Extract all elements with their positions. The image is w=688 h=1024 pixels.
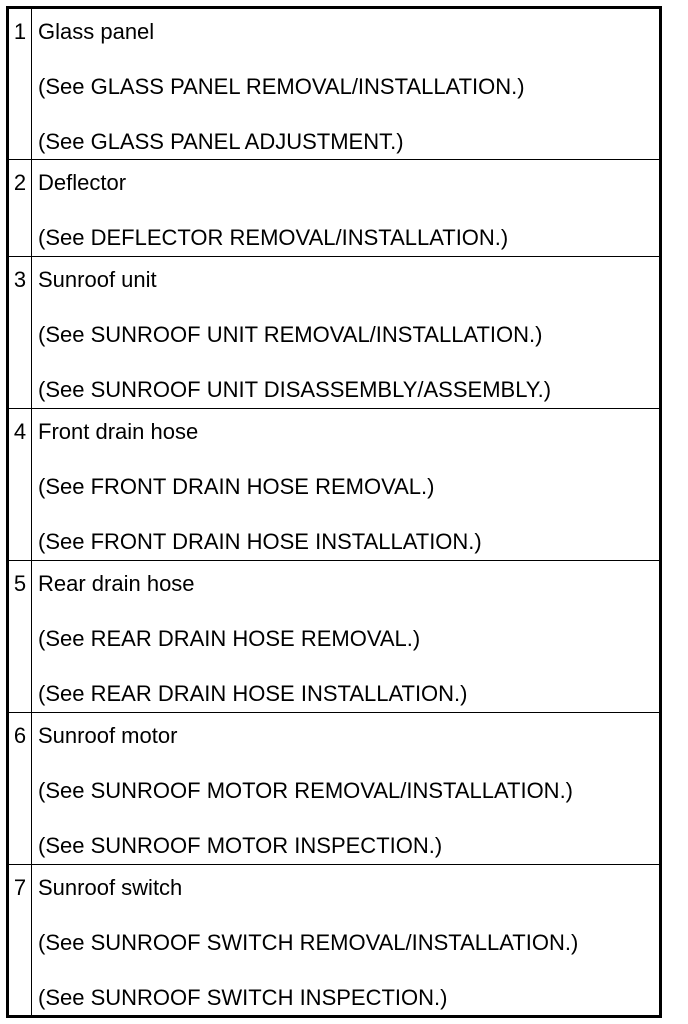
- reference-link[interactable]: (See SUNROOF MOTOR INSPECTION.): [38, 833, 443, 858]
- item-number: 1: [8, 8, 32, 160]
- table-row: [8, 713, 661, 865]
- reference-link[interactable]: (See REAR DRAIN HOSE REMOVAL.): [38, 626, 421, 651]
- item-name: Sunroof switch: [38, 875, 183, 900]
- item-number: 2: [8, 160, 32, 257]
- item-name: Sunroof unit: [38, 267, 157, 292]
- reference-link[interactable]: (See GLASS PANEL ADJUSTMENT.): [38, 129, 404, 154]
- table-row: [8, 8, 661, 160]
- table-row: [8, 160, 661, 257]
- item-number: 5: [8, 561, 32, 713]
- item-content: [32, 865, 661, 1017]
- item-number: 7: [8, 865, 32, 1017]
- item-number: 6: [8, 713, 32, 865]
- reference-link[interactable]: (See GLASS PANEL REMOVAL/INSTALLATION.): [38, 74, 525, 99]
- item-name: Sunroof motor: [38, 723, 178, 748]
- reference-link[interactable]: (See FRONT DRAIN HOSE REMOVAL.): [38, 474, 435, 499]
- item-name: Rear drain hose: [38, 571, 195, 596]
- reference-link[interactable]: (See DEFLECTOR REMOVAL/INSTALLATION.): [38, 225, 509, 250]
- parts-table: [6, 6, 662, 1018]
- item-name: Deflector: [38, 170, 127, 195]
- item-content: [32, 257, 661, 409]
- item-number: 3: [8, 257, 32, 409]
- reference-link[interactable]: (See SUNROOF MOTOR REMOVAL/INSTALLATION.): [38, 778, 574, 803]
- item-content: [32, 561, 661, 713]
- item-content: [32, 8, 661, 160]
- item-content: [32, 160, 661, 257]
- item-number: 4: [8, 409, 32, 561]
- item-name: Front drain hose: [38, 419, 199, 444]
- reference-link[interactable]: (See SUNROOF SWITCH REMOVAL/INSTALLATION.): [38, 930, 579, 955]
- reference-link[interactable]: (See SUNROOF UNIT REMOVAL/INSTALLATION.): [38, 322, 543, 347]
- reference-link[interactable]: (See SUNROOF SWITCH INSPECTION.): [38, 985, 448, 1010]
- item-content: [32, 409, 661, 561]
- table-row: [8, 257, 661, 409]
- reference-link[interactable]: (See REAR DRAIN HOSE INSTALLATION.): [38, 681, 468, 706]
- item-content: [32, 713, 661, 865]
- table-row: [8, 561, 661, 713]
- reference-link[interactable]: (See SUNROOF UNIT DISASSEMBLY/ASSEMBLY.): [38, 377, 552, 402]
- item-name: Glass panel: [38, 19, 155, 44]
- reference-link[interactable]: (See FRONT DRAIN HOSE INSTALLATION.): [38, 529, 482, 554]
- table-row: [8, 409, 661, 561]
- table-row: [8, 865, 661, 1017]
